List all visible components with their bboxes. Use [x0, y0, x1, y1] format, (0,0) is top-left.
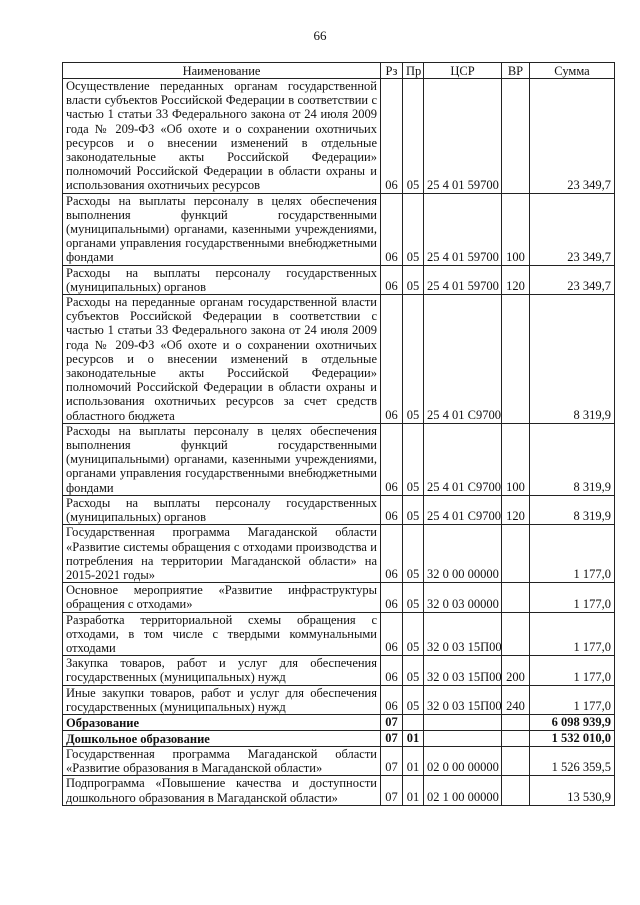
- page-number: 66: [313, 28, 327, 43]
- table-body: [63, 79, 615, 806]
- row-rz: 07: [381, 714, 403, 730]
- row-vr: 240: [502, 685, 530, 714]
- row-pr: 05: [403, 265, 424, 294]
- row-rz: 06: [381, 193, 403, 265]
- table-row: [63, 583, 615, 612]
- row-pr: 05: [403, 525, 424, 583]
- row-pr: [403, 714, 424, 730]
- row-rz: 06: [381, 295, 403, 424]
- row-pr: 01: [403, 730, 424, 746]
- row-pr: 05: [403, 193, 424, 265]
- row-sum: 8 319,9: [530, 423, 615, 495]
- row-vr: 120: [502, 495, 530, 524]
- row-csr: 32 0 03 15П00: [424, 685, 502, 714]
- row-csr: 25 4 01 С9700: [424, 495, 502, 524]
- row-csr: 32 0 00 00000: [424, 525, 502, 583]
- header-pr: Пр: [403, 63, 424, 79]
- row-name: Закупка товаров, работ и услуг для обеспечения государственных (муниципальных) нужд: [63, 656, 381, 685]
- header-vr: ВР: [502, 63, 530, 79]
- table-row: [63, 423, 615, 495]
- row-sum: 8 319,9: [530, 495, 615, 524]
- row-vr: 100: [502, 423, 530, 495]
- row-csr: 02 1 00 00000: [424, 776, 502, 805]
- row-rz: 06: [381, 423, 403, 495]
- row-name: Иные закупки товаров, работ и услуг для обеспечения государственных (муниципальных) нужд: [63, 685, 381, 714]
- row-rz: 06: [381, 656, 403, 685]
- row-sum: 1 177,0: [530, 612, 615, 656]
- row-name: Расходы на выплаты персоналу государственных (муниципальных) органов: [63, 265, 381, 294]
- row-rz: 06: [381, 495, 403, 524]
- row-pr: 05: [403, 295, 424, 424]
- row-name: Расходы на переданные органам государственной власти субъектов Российской Федерации в соответствии с частью 1 статьи 33 Федерального закона от 24 июля 2009 года № 209-ФЗ «Об охоте и о сохранении охотничьих ресурсов и о внесении изменений в отдельные законодательные акты Российской Федерации» полномочий Российской Федерации в области охраны и использования охотничьих ресурсов за счет средств областного бюджета: [63, 295, 381, 424]
- row-rz: 07: [381, 746, 403, 775]
- table-row: [63, 776, 615, 805]
- table-row: [63, 746, 615, 775]
- table-row: [63, 79, 615, 194]
- table-row: [63, 685, 615, 714]
- row-pr: 01: [403, 776, 424, 805]
- header-name: Наименование: [63, 63, 381, 79]
- row-csr: 25 4 01 59700: [424, 265, 502, 294]
- row-pr: 05: [403, 656, 424, 685]
- row-vr: [502, 714, 530, 730]
- row-vr: 120: [502, 265, 530, 294]
- row-sum: 1 177,0: [530, 525, 615, 583]
- row-csr: 32 0 03 15П00: [424, 612, 502, 656]
- row-vr: [502, 79, 530, 194]
- row-pr: 05: [403, 495, 424, 524]
- row-pr: 05: [403, 685, 424, 714]
- budget-table: [62, 62, 615, 806]
- row-csr: 32 0 03 15П00: [424, 656, 502, 685]
- row-rz: 06: [381, 583, 403, 612]
- table-row: [63, 295, 615, 424]
- row-csr: 25 4 01 С9700: [424, 295, 502, 424]
- row-csr: 25 4 01 59700: [424, 193, 502, 265]
- row-vr: 100: [502, 193, 530, 265]
- row-csr: [424, 714, 502, 730]
- row-vr: [502, 730, 530, 746]
- row-csr: 25 4 01 С9700: [424, 423, 502, 495]
- row-pr: 01: [403, 746, 424, 775]
- row-vr: 200: [502, 656, 530, 685]
- table-header-row: [63, 63, 615, 79]
- row-sum: 23 349,7: [530, 265, 615, 294]
- row-pr: 05: [403, 423, 424, 495]
- row-rz: 06: [381, 79, 403, 194]
- header-rz: Рз: [381, 63, 403, 79]
- row-rz: 06: [381, 612, 403, 656]
- row-name: Основное мероприятие «Развитие инфраструктуры обращения с отходами»: [63, 583, 381, 612]
- row-name: Образование: [63, 714, 381, 730]
- row-sum: 23 349,7: [530, 193, 615, 265]
- row-rz: 06: [381, 685, 403, 714]
- table-row: [63, 525, 615, 583]
- row-name: Расходы на выплаты персоналу в целях обеспечения выполнения функций государственными (муниципальными) органами, казенными учреждениями, органами управления государственными внебюджетными фондами: [63, 193, 381, 265]
- row-sum: 23 349,7: [530, 79, 615, 194]
- row-name: Подпрограмма «Повышение качества и доступности дошкольного образования в Магаданской области»: [63, 776, 381, 805]
- row-vr: [502, 525, 530, 583]
- row-name: Государственная программа Магаданской области «Развитие образования в Магаданской области»: [63, 746, 381, 775]
- row-sum: 1 177,0: [530, 685, 615, 714]
- row-vr: [502, 612, 530, 656]
- row-rz: 06: [381, 265, 403, 294]
- row-sum: 8 319,9: [530, 295, 615, 424]
- row-csr: 32 0 03 00000: [424, 583, 502, 612]
- row-rz: 07: [381, 776, 403, 805]
- row-csr: [424, 730, 502, 746]
- row-sum: 1 177,0: [530, 656, 615, 685]
- row-pr: 05: [403, 612, 424, 656]
- table-row: [63, 265, 615, 294]
- row-vr: [502, 746, 530, 775]
- row-name: Осуществление переданных органам государственной власти субъектов Российской Федерации в соответствии с частью 1 статьи 33 Федерального закона от 24 июля 2009 года № 209-ФЗ «Об охоте и о сохранении охотничьих ресурсов и о внесении изменений в отдельные законодательные акты Российской Федерации» полномочий Российской Федерации в области охраны и использования охотничьих ресурсов: [63, 79, 381, 194]
- table-row: [63, 612, 615, 656]
- row-csr: 02 0 00 00000: [424, 746, 502, 775]
- row-name: Государственная программа Магаданской области «Развитие системы обращения с отходами производства и потребления на территории Магаданской области» на 2015-2021 годы»: [63, 525, 381, 583]
- row-rz: 07: [381, 730, 403, 746]
- row-pr: 05: [403, 583, 424, 612]
- row-vr: [502, 776, 530, 805]
- row-rz: 06: [381, 525, 403, 583]
- table-row: [63, 193, 615, 265]
- table-row: [63, 714, 615, 730]
- row-sum: 6 098 939,9: [530, 714, 615, 730]
- row-csr: 25 4 01 59700: [424, 79, 502, 194]
- row-vr: [502, 583, 530, 612]
- row-name: Расходы на выплаты персоналу государственных (муниципальных) органов: [63, 495, 381, 524]
- row-sum: 13 530,9: [530, 776, 615, 805]
- row-vr: [502, 295, 530, 424]
- row-sum: 1 532 010,0: [530, 730, 615, 746]
- table-row: [63, 656, 615, 685]
- table-row: [63, 730, 615, 746]
- row-pr: 05: [403, 79, 424, 194]
- row-sum: 1 177,0: [530, 583, 615, 612]
- header-sum: Сумма: [530, 63, 615, 79]
- row-sum: 1 526 359,5: [530, 746, 615, 775]
- header-csr: ЦСР: [424, 63, 502, 79]
- row-name: Разработка территориальной схемы обращения с отходами, в том числе с твердыми коммунальными отходами: [63, 612, 381, 656]
- table-row: [63, 495, 615, 524]
- row-name: Дошкольное образование: [63, 730, 381, 746]
- row-name: Расходы на выплаты персоналу в целях обеспечения выполнения функций государственными (муниципальными) органами, казенными учреждениями, органами управления государственными внебюджетными фондами: [63, 423, 381, 495]
